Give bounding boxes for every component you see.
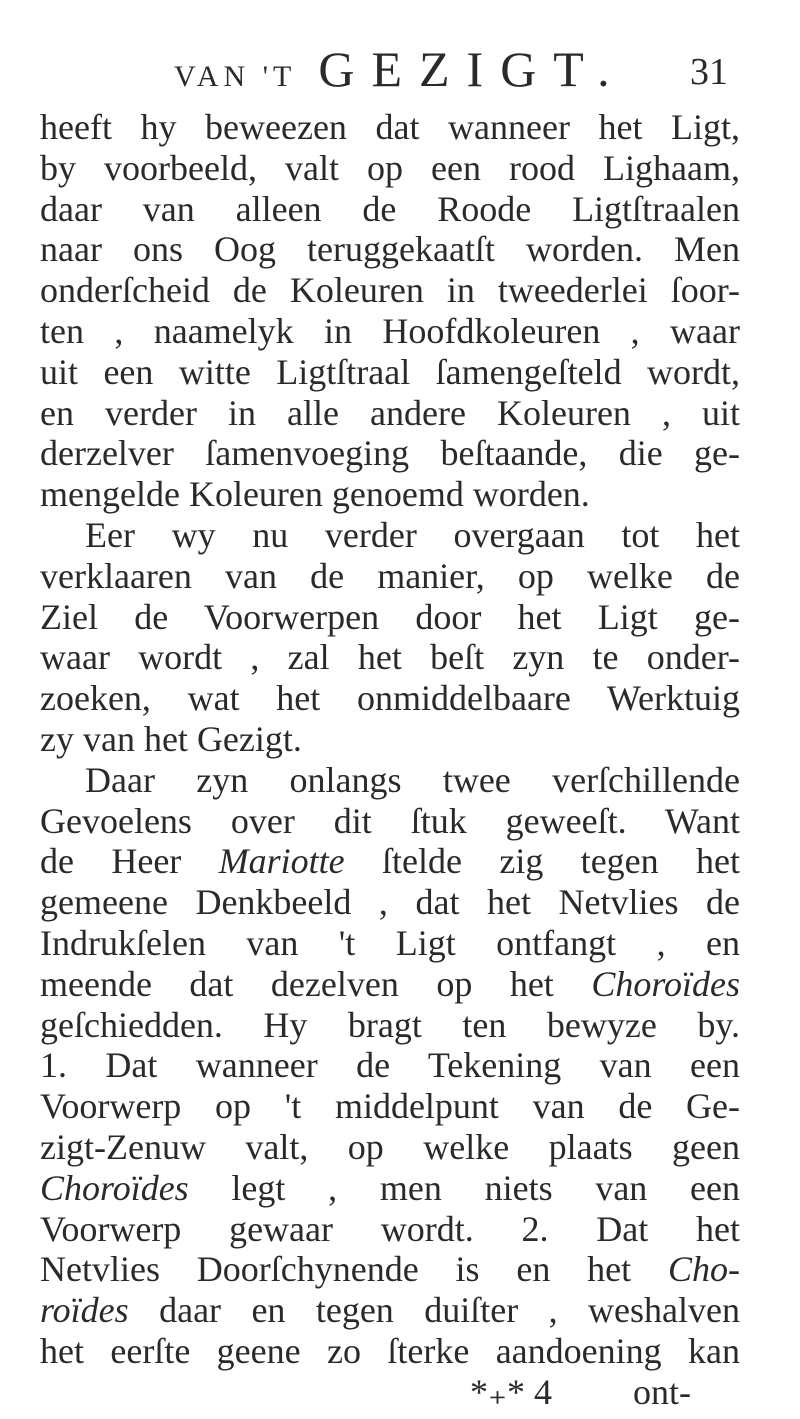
catchword: ont-: [633, 1371, 691, 1412]
text-line: meende dat dezelven op het Choroïdes: [40, 963, 740, 1004]
text-line: Eer wy nu verder overgaan tot het: [85, 514, 740, 555]
text-line: Ziel de Voorwerpen door het Ligt ge-: [40, 596, 740, 637]
text-line: Daar zyn onlangs twee verſchillende: [85, 759, 740, 800]
body-text: [40, 107, 740, 1413]
paragraph-1: [40, 107, 740, 515]
text-line: uit een witte Ligtſtraal ſamengeſteld wordt,: [40, 351, 740, 392]
text-line: gemeene Denkbeeld , dat het Netvlies de: [40, 882, 740, 923]
text-line: daar van alleen de Roode Ligtſtraalen: [40, 188, 740, 229]
running-title: [174, 40, 627, 100]
text-line: Netvlies Doorſchynende is en het Cho-: [40, 1249, 740, 1290]
text-line: geſchiedden. Hy bragt ten bewyze by.: [40, 1004, 740, 1045]
page-header: [0, 40, 800, 100]
page-number: 31: [690, 51, 728, 93]
text-line: het eerſte geene zo ſterke aandoening kan: [40, 1330, 740, 1371]
text-line: by voorbeeld, valt op een rood Lighaam,: [40, 147, 740, 188]
text-line: Voorwerp gewaar wordt. 2. Dat het: [40, 1208, 740, 1249]
text-line: Indrukſelen van 't Ligt ontfangt , en: [40, 922, 740, 963]
text-line: de Heer Mariotte ſtelde zig tegen het: [40, 841, 740, 882]
text-line: zoeken, wat het onmiddelbaare Werktuig: [40, 678, 740, 719]
text-line: heeft hy beweezen dat wanneer het Ligt,: [40, 107, 740, 147]
text-line: Gevoelens over dit ſtuk geweeſt. Want: [40, 800, 740, 841]
running-title-main: GEZIGT.: [318, 41, 627, 97]
paragraph-3: [40, 760, 740, 1372]
text-line: Choroïdes legt , men niets van een: [40, 1167, 740, 1208]
text-line: waar wordt , zal het beſt zyn te onder-: [40, 637, 740, 678]
text-line: 1. Dat wanneer de Tekening van een: [40, 1045, 740, 1086]
signature-mark: *₊* 4: [470, 1371, 553, 1412]
text-line: mengelde Koleuren genoemd worden.: [40, 474, 590, 515]
text-line: derzelver ſamenvoeging beſtaande, die ge-: [40, 433, 740, 474]
paragraph-2: [40, 515, 740, 760]
text-line: zigt-Zenuw valt, op welke plaats geen: [40, 1126, 740, 1167]
text-line: roïdes daar en tegen duiſter , weshalven: [40, 1290, 740, 1331]
text-line: verklaaren van de manier, op welke de: [40, 555, 740, 596]
text-line: ten , naamelyk in Hoofdkoleuren , waar: [40, 310, 740, 351]
text-line: Voorwerp op 't middelpunt van de Ge-: [40, 1086, 740, 1127]
page-footer: [40, 1372, 740, 1413]
running-title-prefix: VAN 'T: [174, 60, 297, 93]
text-line: en verder in alle andere Koleuren , uit: [40, 392, 740, 433]
text-line: zy van het Gezigt.: [40, 718, 302, 759]
text-line: onderſcheid de Koleuren in tweederlei ſoor-: [40, 270, 740, 311]
text-line: naar ons Oog teruggekaatſt worden. Men: [40, 229, 740, 270]
